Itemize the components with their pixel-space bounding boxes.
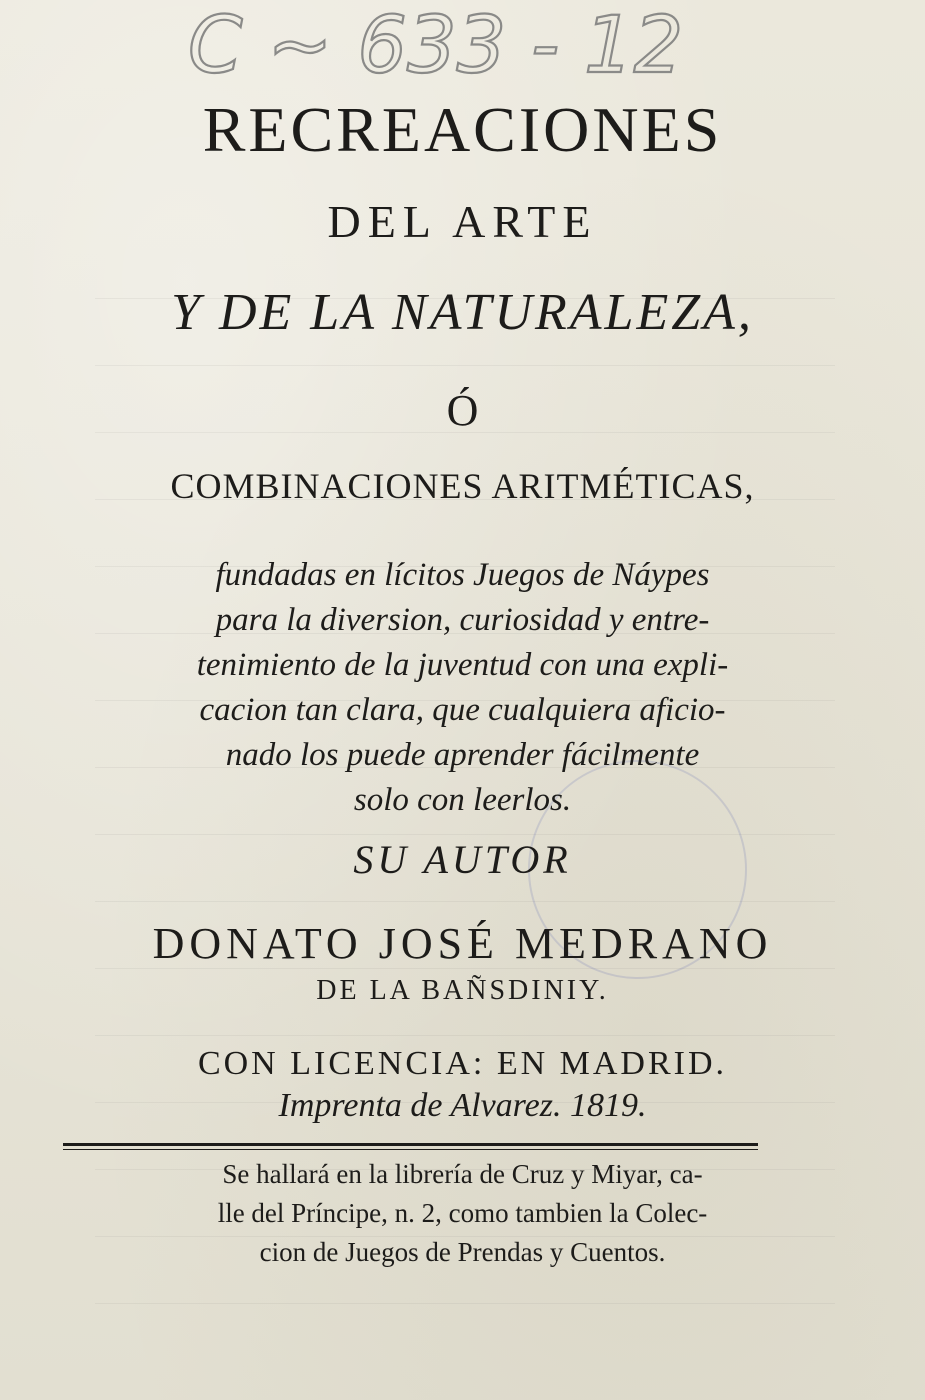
- description-line: fundadas en lícitos Juegos de Náypes: [215, 557, 710, 593]
- description-line: para la diversion, curiosidad y entre-: [215, 602, 710, 638]
- pencil-shelfmark: [178, 0, 738, 100]
- conjunction: Ó: [446, 386, 479, 435]
- bookseller-note: [0, 1155, 925, 1272]
- description-line: tenimiento de la juventud con una expli-: [196, 647, 729, 683]
- note-line: cion de Juegos de Prendas y Cuentos.: [259, 1237, 666, 1267]
- license-line: CON LICENCIA: EN MADRID.: [197, 1045, 728, 1082]
- book-title: RECREACIONES: [202, 94, 723, 165]
- subtitle-line-2: Y DE LA NATURALEZA,: [171, 284, 754, 341]
- author-heading: SU AUTOR: [353, 837, 572, 882]
- description-line: cacion tan clara, que cualquiera aficio-: [199, 692, 726, 728]
- divider-thick: [63, 1143, 758, 1146]
- description-block: [0, 553, 925, 823]
- author-name: DONATO JOSÉ MEDRANO: [152, 919, 773, 968]
- divider-thin: [63, 1149, 758, 1150]
- imprint-line: Imprenta de Alvarez. 1819.: [278, 1087, 647, 1124]
- note-line: lle del Príncipe, n. 2, como tambien la Colec-: [217, 1198, 708, 1228]
- subtitle-line-3: COMBINACIONES ARITMÉTICAS,: [170, 466, 755, 506]
- description-line: nado los puede aprender fácilmente: [225, 737, 700, 773]
- subtitle-line-1: DEL ARTE: [327, 196, 598, 247]
- pencil-shelfmark-text: C ~ 633 - 12: [188, 1, 684, 91]
- note-line: Se hallará en la librería de Cruz y Miyar, ca-: [222, 1159, 703, 1189]
- author-name-continued: DE LA BAÑSDINIY.: [316, 975, 609, 1006]
- description-line: solo con leerlos.: [353, 782, 572, 818]
